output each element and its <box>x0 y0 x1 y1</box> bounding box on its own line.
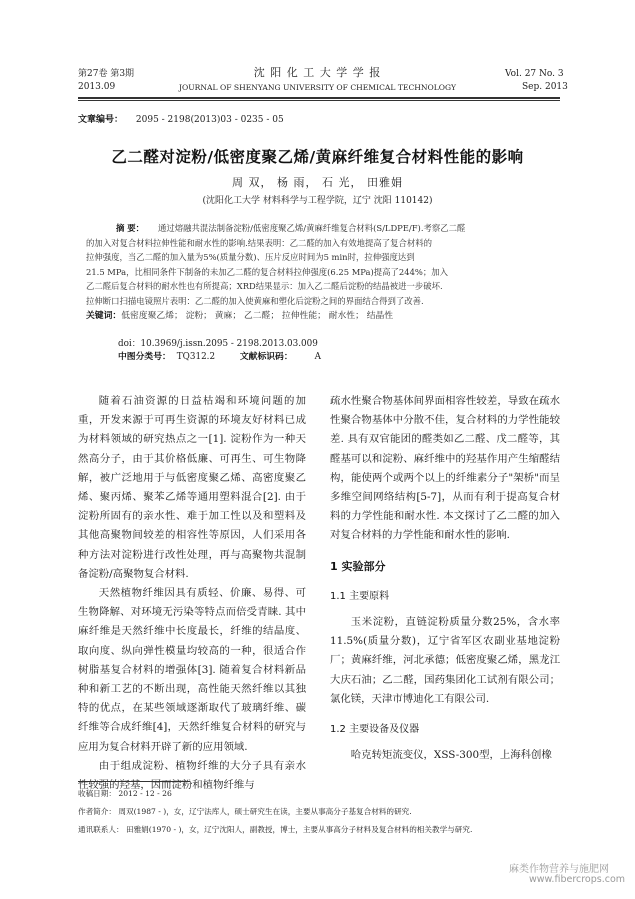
journal-title-cn: 沈 阳 化 工 大 学 学 报 <box>253 66 382 79</box>
clc-label: 中图分类号： <box>118 352 171 362</box>
abstract-line: 拉伸断口扫描电镜照片表明：乙二醛的加入使黄麻和塑化后淀粉之间的界面结合得到了改善. <box>86 295 424 306</box>
article-number-label: 文章编号： <box>78 115 124 125</box>
keywords <box>86 309 561 324</box>
corresponding-author: 通讯联系人： 田雅娟(1970 - )，女，辽宁沈阳人，副教授，博士，主要从事高分子材料及复合材料的相关教学与研究. <box>78 825 473 834</box>
footnotes <box>78 785 472 839</box>
issue-date-en: Sep. 2013 <box>522 82 568 92</box>
paper-title: 乙二醛对淀粉/低密度聚乙烯/黄麻纤维复合材料性能的影响 <box>111 148 524 166</box>
clc-value: TQ312.2 <box>176 352 216 362</box>
watermark-url: www.fibercrops.com <box>529 874 626 885</box>
author-list: 周 双， 杨 雨， 石 光， 田雅娟 <box>232 176 403 189</box>
journal-title-en: JOURNAL OF SHENYANG UNIVERSITY OF CHEMICAL TECHNOLOGY <box>179 83 456 92</box>
watermark-text: 麻类作物营养与施肥网 <box>509 864 609 875</box>
body-paragraph: 疏水性聚合物基体间界面相容性较差，导致在疏水性聚合物基体中分散不佳，复合材料的力学性能较差. 具有双官能团的醛类如乙二醛、戊二醛等，其醛基可以和淀粉、麻纤维中的羟基作用产生缩醛结构，能使两个或两个以上的纤维素分子"架桥"而呈多维空间网络结构[5-7]，从而有利于提高复合材料的力学性能和耐水性. 本文探讨了乙二醛的加入对复合材料的力学性能和耐水性的影响. <box>330 395 560 542</box>
issue-date: 2013.09 <box>78 82 116 92</box>
affiliation: (沈阳化工大学 材料科学与工程学院，辽宁 沈阳 110142) <box>202 196 433 206</box>
article-number <box>78 115 284 126</box>
abstract-line: 21.5 MPa，比相同条件下制备的未加乙二醛的复合材料拉伸强度(6.25 MPa)提高了244%；加入 <box>86 266 448 277</box>
received-date: 收稿日期： 2012 - 12 - 26 <box>78 789 172 798</box>
author-bio: 作者简介： 周双(1987 - )，女，辽宁法库人，硕士研究生在读，主要从事高分子基复合材料的研究. <box>78 807 412 816</box>
left-column <box>78 392 306 795</box>
keywords-list: 低密度聚乙烯； 淀粉； 黄麻； 乙二醛； 拉伸性能； 耐水性； 结晶性 <box>121 310 394 321</box>
doc-code-label: 文献标识码： <box>239 352 293 362</box>
body-paragraph: 玉米淀粉，直链淀粉质量分数25%，含水率11.5%(质量分数)，辽宁省军区农副业基地淀粉厂；黄麻纤维，河北承德；低密度聚乙烯，黑龙江大庆石油；乙二醛，国药集团化工试剂有限公司；氯化镁，天津市博迪化工有限公司. <box>330 616 560 705</box>
article-number-value: 2095 - 2198(2013)03 - 0235 - 05 <box>135 115 284 125</box>
body-paragraph: 天然植物纤维因具有质轻、价廉、易得、可生物降解、对环境无污染等特点而倍受青睐. 其中麻纤维是天然纤维中长度最长，纤维的结晶度、取向度、纵向弹性模量均较高的一种，很适合作树脂基复合材料的增强体[3]. 随着复合材料新品种和新工艺的不断出现，高性能天然纤维以其独特的优点，在某些领域逐渐取代了玻璃纤维、碳纤维等合成纤维[4]，天然纤维复合材料的研究与应用为复合材料开辟了新的应用领域. <box>78 587 306 753</box>
body-paragraph: 由于组成淀粉、植物纤维的大分子具有亲水性较强的羟基，因而淀粉和植物纤维与 <box>78 759 306 792</box>
body-paragraph: 随着石油资源的日益枯竭和环境问题的加重，开发来源于可再生资源的环境友好材料已成为材料领域的研究热点之一[1]. 淀粉作为一种天然高分子，由于其价格低廉、可再生、可生物降解，被广泛地用于与低密度聚乙烯、高密度聚乙烯、聚丙烯、聚苯乙烯等通用塑料混合[2]. 由于淀粉所固有的亲水性、难于加工性以及和塑料及其他高聚物间较差的相容性等原因，人们采用各种方法对淀粉进行改性处理，再与高聚物共混制备淀粉/高聚物复合材料. <box>78 395 306 580</box>
doi: doi：10.3969/j.issn.2095 - 2198.2013.03.009 <box>118 339 318 349</box>
subsection-heading: 1.2 主要设备及仪器 <box>330 724 420 736</box>
header-rule-thin <box>78 100 560 101</box>
header-rule <box>78 97 560 99</box>
classification <box>118 351 321 364</box>
abstract-line: 摘 要： 通过熔融共混法制备淀粉/低密度聚乙烯/黄麻纤维复合材料(S/LDPE/F).考察乙二醛 <box>116 223 466 233</box>
subsection-heading: 1.1 主要原料 <box>330 590 390 602</box>
footnote-rule <box>78 781 190 782</box>
abstract-line: 拉伸强度，当乙二醛的加入量为5%(质量分数)、压片反应时间为5 min时，拉伸强度达到 <box>86 252 415 263</box>
section-heading: 1 实验部分 <box>330 559 386 573</box>
right-column <box>330 392 560 765</box>
abstract-line: 乙二醛后复合材料的耐水性也有所提高；XRD结果显示：加入乙二醛后淀粉的结晶被进一步破坏. <box>86 281 443 292</box>
abstract-line: 的加入对复合材料拉伸性能和耐水性的影响.结果表明：乙二醛的加入有效地提高了复合材料的 <box>86 237 433 248</box>
abstract <box>86 221 561 323</box>
abstract-label: 摘 要： <box>116 223 145 233</box>
body-paragraph: 哈克转矩流变仪，XSS-300型，上海科创橡 <box>350 749 552 762</box>
keywords-label: 关键词： <box>86 310 122 321</box>
volume-issue: 第27卷 第3期 <box>78 69 135 79</box>
volume-issue-en: Vol. 27 No. 3 <box>505 69 564 79</box>
doc-code-value: A <box>314 352 322 362</box>
